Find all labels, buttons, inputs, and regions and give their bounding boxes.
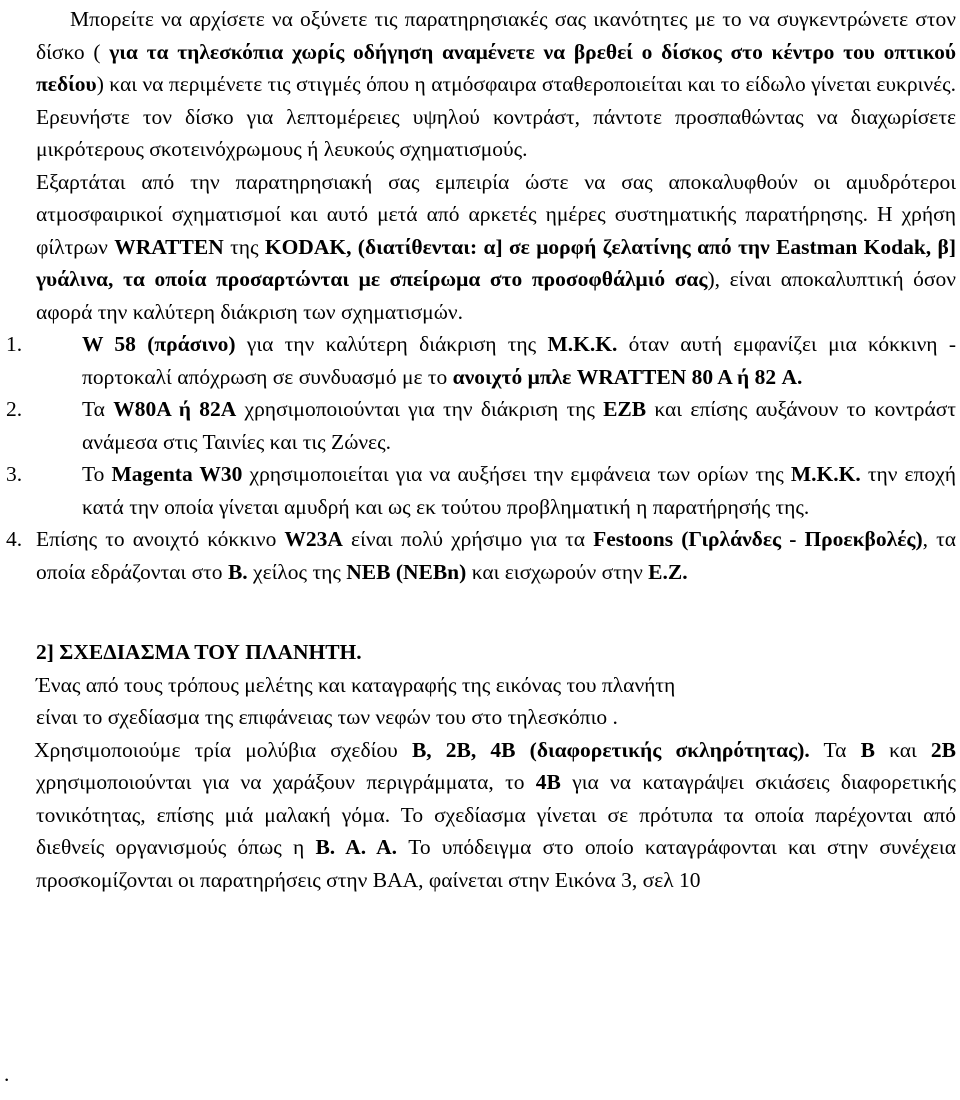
- list-item: 1. W 58 (πράσινο) για την καλύτερη διάκριση της Μ.Κ.Κ. όταν αυτή εμφανίζει μια κόκκινη - πορτοκαλί απόχρωση σε συνδυασμό με το ανοιχτό μπλε WRATTEN 80 A ή 82 A.: [6, 332, 956, 389]
- section-line: είναι το σχεδίασμα της επιφάνειας των νεφών του στο τηλεσκόπιο .: [36, 705, 618, 729]
- section-line: Ένας από τους τρόπους μελέτης και καταγραφής της εικόνας του πλανήτη: [36, 672, 676, 697]
- stray-dot: .: [4, 1062, 10, 1086]
- list-item: 2. Τα W80A ή 82A χρησιμοποιούνται για την διάκριση της EZB και επίσης αυξάνουν το κοντράστ ανάμεσα στις Ταινίες και τις Ζώνες.: [6, 397, 957, 454]
- document-body: [6, 3, 957, 896]
- intro-paragraph-2: Εξαρτάται από την παρατηρησιακή σας εμπειρία ώστε να σας αποκαλυφθούν οι αμυδρότεροι ατμοσφαιρικοί σχηματισμοί και αυτό μετά από αρκετές ημέρες συστηματικής παρατήρησης. Η χρήση φίλτρων WRATTEN της KODAK, (διατίθενται: α] σε μορφή ζελατίνης από την Eastman Kodak, β] γυάλινα, τα οποία προσαρτώνται με σπείρωμα στο προσοφθάλμιό σας), είναι αποκαλυπτική όσον αφορά την καλύτερη διάκριση των σχηματισμών.: [36, 169, 956, 324]
- section-paragraph: Χρησιμοποιούμε τρία μολύβια σχεδίου Β, 2Β, 4Β (διαφορετικής σκληρότητας). Τα Β και 2Β χρησιμοποιούνται για να χαράξουν περιγράμματα, το 4Β για να καταγράψει σκιάσεις διαφορετικής τονικότητας, επίσης μιά μαλακή γόμα. Το σχεδίασμα γίνεται σε πρότυπα τα οποία παρέχονται από διεθνείς οργανισμούς όπως η B. A. A. Το υπόδειγμα στο οποίο καταγράφονται και στην συνέχεια προσκομίζονται οι παρατηρήσεις στην ΒΑΑ, φαίνεται στην Εικόνα 3, σελ 10: [34, 737, 957, 892]
- list-item: 3. Το Magenta W30 χρησιμοποιείται για να αυξήσει την εμφάνεια των ορίων της M.K.K. την εποχή κατά την οποία γίνεται αμυδρή και ως εκ τούτου προβληματική η παρατήρησής της.: [6, 462, 956, 519]
- section-heading: 2] ΣΧΕΔΙΑΣΜΑ ΤΟΥ ΠΛΑΝΗΤΗ.: [36, 640, 362, 664]
- list-item: 4. Επίσης το ανοιχτό κόκκινο W23A είναι πολύ χρήσιμο για τα Festoons (Γιρλάνδες - Προεκβολές), τα οποία εδράζονται στο Β. χείλος της ΝΕΒ (NEBn) και εισχωρούν στην E.Z.: [6, 527, 957, 584]
- intro-paragraph-1: Μπορείτε να αρχίσετε να οξύνετε τις παρατηρησιακές σας ικανότητες με το να συγκεντρώνετε στον δίσκο ( για τα τηλεσκόπια χωρίς οδήγηση αναμένετε να βρεθεί ο δίσκος στο κέντρο του οπτικού πεδίου) και να περιμένετε τις στιγμές όπου η ατμόσφαιρα σταθεροποιείται και το είδωλο γίνεται ευκρινές. Ερευνήστε τον δίσκο για λεπτομέρειες υψηλού κοντράστ, πάντοτε προσπαθώντας να διαχωρίσετε μικρότερους σκοτεινόχρωμους ή λευκούς σχηματισμούς.: [36, 7, 956, 161]
